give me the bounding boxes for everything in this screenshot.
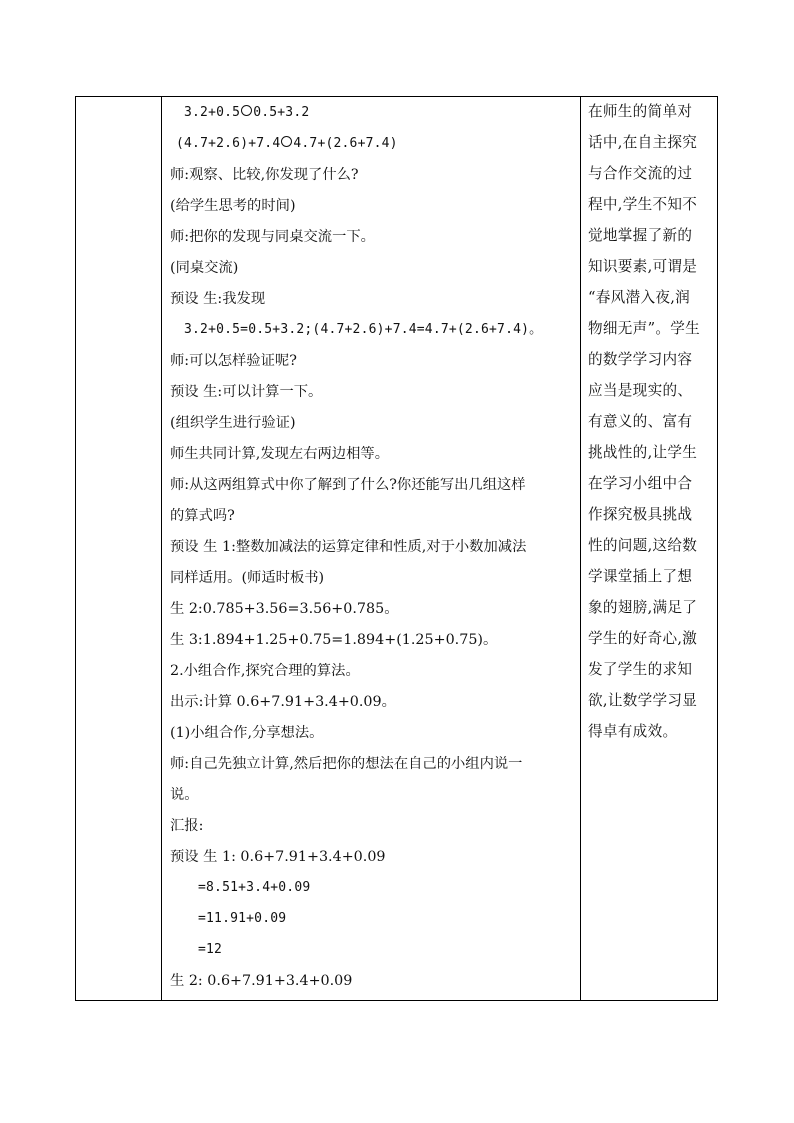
lesson-line: 说。 (170, 787, 199, 803)
commentary-line: 话中,在自主探究 (588, 134, 698, 151)
comparison-circle-icon (281, 136, 292, 147)
lesson-line: 同样适用。(师适时板书) (170, 570, 325, 586)
lesson-line: 生 3:1.894+1.25+0.75=1.894+(1.25+0.75)。 (170, 632, 498, 648)
lesson-line: (组织学生进行验证) (170, 415, 296, 431)
commentary-line: 的数学学习内容 (588, 351, 693, 368)
commentary-line: 在师生的简单对 (588, 103, 693, 120)
commentary-line: 程中,学生不知不 (588, 196, 698, 213)
commentary-line: 与合作交流的过 (588, 165, 693, 182)
expression-line-2: (4.7+2.6)+7.4 4.7+(2.6+7.4) (176, 136, 398, 151)
lesson-line: 师:可以怎样验证呢? (170, 353, 297, 369)
commentary-line: 作探究极具挑战 (588, 506, 693, 523)
lesson-line: (同桌交流) (170, 260, 239, 276)
commentary-line: 觉地掌握了新的 (588, 227, 693, 244)
lesson-line: 师:自己先独立计算,然后把你的想法在自己的小组内说一 (170, 756, 523, 772)
commentary-line: 发了学生的求知 (588, 661, 693, 678)
lesson-line: 3.2+0.5=0.5+3.2;(4.7+2.6)+7.4=4.7+(2.6+7.4)。 (184, 322, 543, 337)
commentary-line: 挑战性的,让学生 (588, 444, 698, 461)
commentary-line: 得卓有成效。 (588, 723, 678, 740)
lesson-line: 师生共同计算,发现左右两边相等。 (170, 446, 389, 462)
commentary-line: 有意义的、富有 (588, 413, 693, 430)
lesson-line: 汇报: (170, 818, 204, 834)
lesson-line: 预设 生:可以计算一下。 (170, 384, 323, 400)
lesson-table (75, 96, 718, 1001)
lesson-line: 预设 生 1: 0.6+7.91+3.4+0.09 (170, 849, 386, 865)
commentary-line: 欲,让数学学习显 (588, 692, 698, 709)
commentary-line: 知识要素,可谓是 (588, 258, 698, 275)
commentary-line: 性的问题,这给数 (588, 537, 698, 554)
lesson-line: 的算式吗? (170, 508, 235, 524)
commentary-line: 物细无声”。学生 (588, 320, 701, 337)
lesson-line: 出示:计算 0.6+7.91+3.4+0.09。 (170, 694, 396, 710)
lesson-line: 预设 生:我发现 (170, 291, 266, 307)
lesson-line: 师:从这两组算式中你了解到了什么?你还能写出几组这样 (170, 477, 526, 493)
expression-line-1: 3.2+0.5 0.5+3.2 (184, 105, 310, 120)
commentary-line: 学生的好奇心,激 (588, 630, 698, 647)
commentary-line: 学课堂插上了想 (588, 568, 693, 585)
lesson-line: 预设 生 1:整数加减法的运算定律和性质,对于小数加减法 (170, 539, 527, 555)
lesson-line: (1)小组合作,分享想法。 (170, 725, 324, 741)
lesson-content-cell (162, 97, 580, 1000)
lesson-line: 师:观察、比较,你发现了什么? (170, 167, 359, 183)
lesson-line: 生 2:0.785+3.56=3.56+0.785。 (170, 601, 399, 617)
comparison-circle-icon (241, 105, 252, 116)
lesson-line: 2.小组合作,探究合理的算法。 (170, 663, 360, 679)
commentary-line: 在学习小组中合 (588, 475, 693, 492)
lesson-line: 生 2: 0.6+7.91+3.4+0.09 (170, 973, 353, 989)
lesson-line: (给学生思考的时间) (170, 198, 296, 214)
commentary-line: “春风潜入夜,润 (588, 289, 691, 306)
calc-step: =11.91+0.09 (198, 911, 287, 926)
commentary-line: 象的翅膀,满足了 (588, 599, 698, 616)
calc-step: =8.51+3.4+0.09 (198, 880, 311, 895)
commentary-line: 应当是现实的、 (588, 382, 693, 399)
lesson-line: 师:把你的发现与同桌交流一下。 (170, 229, 375, 245)
calc-step: =12 (198, 942, 223, 957)
commentary-cell (581, 97, 718, 1000)
